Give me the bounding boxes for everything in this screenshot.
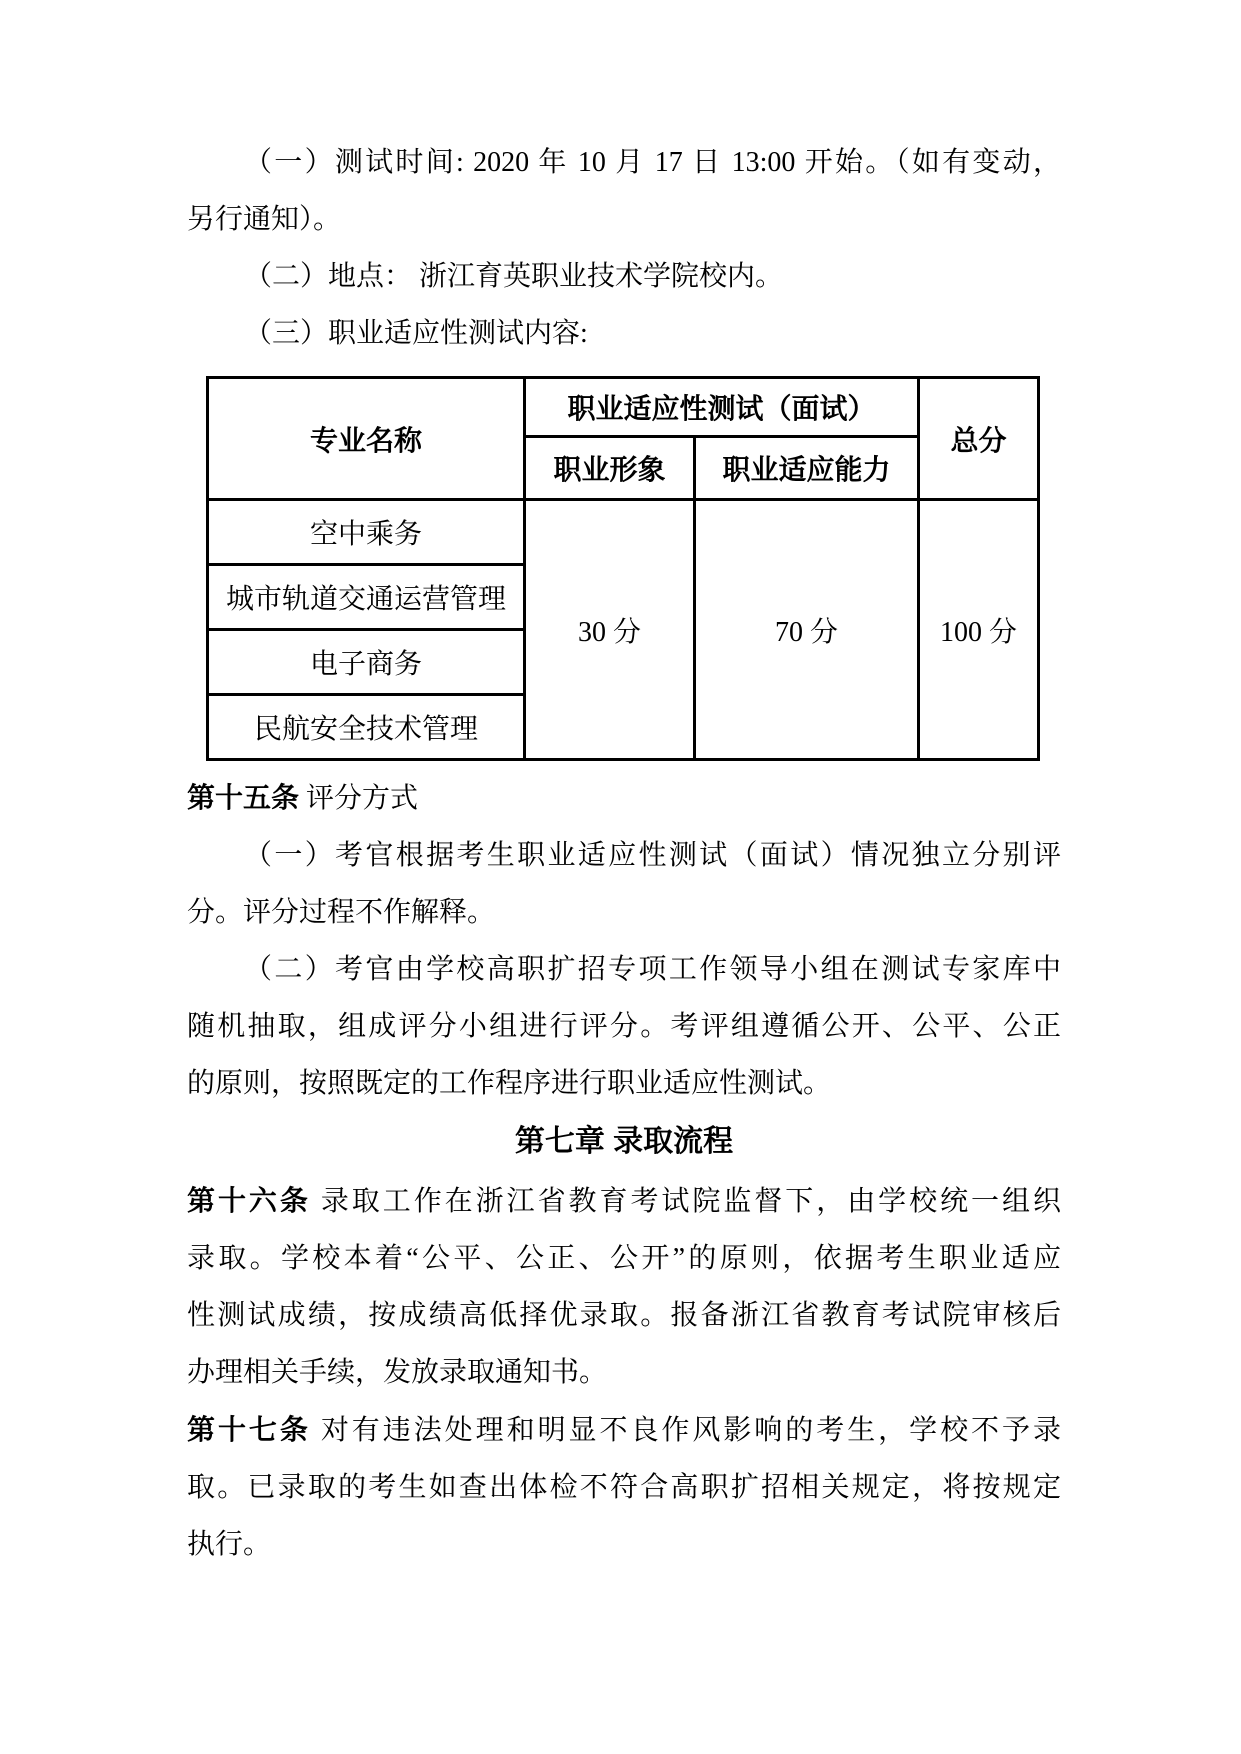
header-cell-major: 专业名称 bbox=[208, 378, 525, 500]
aptitude-test-score-table bbox=[206, 376, 1040, 761]
article-15-item1-line2: 分。评分过程不作解释。 bbox=[187, 897, 496, 928]
article-15-item2-line3: 的原则，按照既定的工作程序进行职业适应性测试。 bbox=[187, 1068, 832, 1099]
header-cell-total: 总分 bbox=[919, 378, 1039, 500]
article-16-text: 录取工作在浙江省教育考试院监督下，由学校统一组织 bbox=[310, 1186, 1061, 1217]
clause-test-time-line1: （一）测试时间: 2020 年 10 月 17 日 13:00 开始。（如有变动， bbox=[244, 147, 1061, 178]
header-cell-ability: 职业适应能力 bbox=[695, 437, 919, 500]
article-15-label: 第十五条 bbox=[187, 782, 300, 813]
score-cell-total: 100 分 bbox=[919, 500, 1039, 760]
article-16-label: 第十六条 bbox=[187, 1185, 311, 1216]
article-16-line1 bbox=[187, 1172, 1061, 1230]
article-16-line2: 录取。学校本着“公平、公正、公开”的原则，依据考生职业适应 bbox=[187, 1243, 1061, 1274]
table-header-row-1 bbox=[208, 378, 1039, 437]
major-cell: 电子商务 bbox=[208, 630, 525, 695]
article-15-item2-line1: （二）考官由学校高职扩招专项工作领导小组在测试专家库中 bbox=[244, 954, 1061, 985]
article-17-text: 对有违法处理和明显不良作风影响的考生，学校不予录 bbox=[310, 1415, 1061, 1446]
article-15-item1-line1: （一）考官根据考生职业适应性测试（面试）情况独立分别评 bbox=[244, 840, 1061, 871]
article-16-line3: 性测试成绩，按成绩高低择优录取。报备浙江省教育考试院审核后 bbox=[187, 1300, 1061, 1331]
score-cell-ability: 70 分 bbox=[695, 500, 919, 760]
clause-test-time-line2: 另行通知）。 bbox=[187, 204, 342, 235]
article-17-line2: 取。已录取的考生如查出体检不符合高职扩招相关规定，将按规定 bbox=[187, 1472, 1061, 1503]
chapter-7-heading: 第七章 录取流程 bbox=[514, 1125, 734, 1158]
clause-test-location: （二）地点： 浙江育英职业技术学院校内。 bbox=[244, 261, 784, 292]
table-row bbox=[208, 500, 1039, 565]
major-cell: 城市轨道交通运营管理 bbox=[208, 565, 525, 630]
score-cell-image: 30 分 bbox=[525, 500, 695, 760]
article-15-heading bbox=[187, 769, 1061, 827]
article-17-line1 bbox=[187, 1401, 1061, 1459]
article-17-line3: 执行。 bbox=[187, 1529, 272, 1560]
article-17-label: 第十七条 bbox=[187, 1414, 311, 1445]
clause-test-content: （三）职业适应性测试内容: bbox=[244, 318, 588, 349]
header-cell-image: 职业形象 bbox=[525, 437, 695, 500]
major-cell: 空中乘务 bbox=[208, 500, 525, 565]
article-16-line4: 办理相关手续，发放录取通知书。 bbox=[187, 1357, 608, 1388]
major-cell: 民航安全技术管理 bbox=[208, 695, 525, 760]
header-cell-test-group: 职业适应性测试（面试） bbox=[525, 378, 919, 437]
article-15-item2-line2: 随机抽取，组成评分小组进行评分。考评组遵循公开、公平、公正 bbox=[187, 1011, 1061, 1042]
article-15-title: 评分方式 bbox=[299, 783, 419, 814]
